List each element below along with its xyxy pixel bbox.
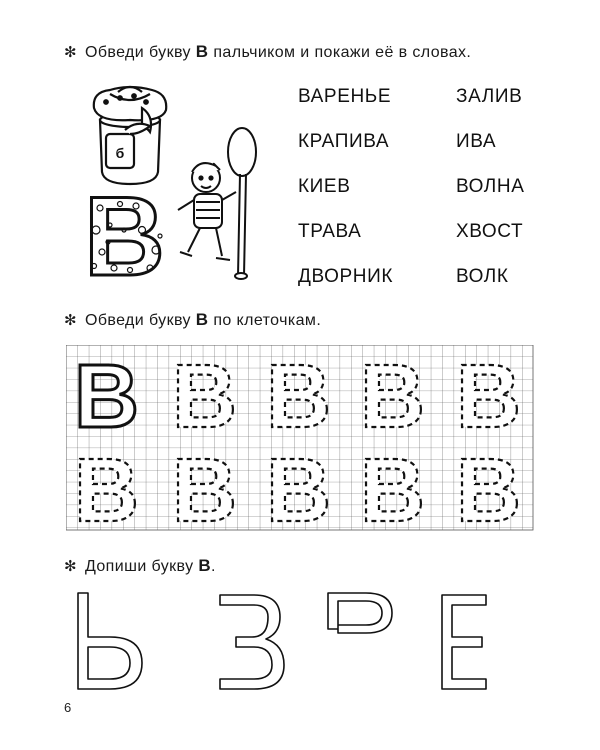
bullet-star-icon: ✻ xyxy=(64,43,77,61)
word-item: ЗАЛИВ xyxy=(456,86,523,107)
bullet-star-icon: ✻ xyxy=(64,557,77,575)
dashed-tracing-letter: В xyxy=(456,441,521,533)
dashed-tracing-letter: В xyxy=(172,347,237,447)
bullet-star-icon: ✻ xyxy=(64,311,77,329)
dashed-tracing-letter: В xyxy=(360,347,425,447)
word-item: ХВОСТ xyxy=(456,221,524,242)
instruction-3-letter: В xyxy=(198,556,212,575)
word-item: ТРАВА xyxy=(298,221,362,242)
dashed-tracing-letter: В xyxy=(266,347,331,447)
jar-label: б xyxy=(115,145,125,161)
instruction-3 xyxy=(64,556,216,576)
word-item: ВОЛК xyxy=(456,266,509,287)
word-item: КИЕВ xyxy=(298,176,351,197)
instruction-3-suffix: . xyxy=(211,558,216,575)
big-letter: В xyxy=(84,174,165,280)
word-item: ДВОРНИК xyxy=(298,266,394,287)
letter-part-2 xyxy=(220,595,284,689)
word-item: ВАРЕНЬЕ xyxy=(298,86,392,107)
words-column-right xyxy=(456,74,524,299)
instruction-1-letter: В xyxy=(195,42,209,61)
dashed-tracing-letter: В xyxy=(456,347,521,447)
instruction-2-letter: В xyxy=(195,310,209,329)
letter-part-4 xyxy=(442,595,486,689)
tracing-grid xyxy=(66,345,536,533)
words-column-left xyxy=(298,74,393,299)
word-item: ИВА xyxy=(456,131,497,152)
word-item: КРАПИВА xyxy=(298,131,390,152)
dashed-tracing-letter: В xyxy=(172,441,237,533)
word-item: ВОЛНА xyxy=(456,176,525,197)
instruction-2-prefix: Обведи букву xyxy=(84,312,191,329)
letter-part-1 xyxy=(78,593,142,689)
instruction-3-prefix: Допиши букву xyxy=(84,558,194,575)
boy-with-spoon-icon xyxy=(178,128,256,279)
instruction-2-suffix: по клеточкам. xyxy=(213,312,322,329)
instruction-1 xyxy=(64,42,471,62)
decorated-letter-b xyxy=(84,174,165,280)
instruction-1-prefix: Обведи букву xyxy=(84,44,191,61)
sample-letter: В xyxy=(74,347,139,447)
illustration xyxy=(70,80,270,280)
jam-jar-icon xyxy=(94,87,166,184)
page-number: 6 xyxy=(64,700,72,715)
instruction-2 xyxy=(64,310,321,330)
incomplete-letters xyxy=(70,585,530,695)
dashed-tracing-letter: В xyxy=(74,441,139,533)
letter-part-3 xyxy=(328,593,392,633)
dashed-tracing-letter: В xyxy=(360,441,425,533)
dashed-tracing-letter: В xyxy=(266,441,331,533)
instruction-1-suffix: пальчиком и покажи её в словах. xyxy=(213,44,472,61)
